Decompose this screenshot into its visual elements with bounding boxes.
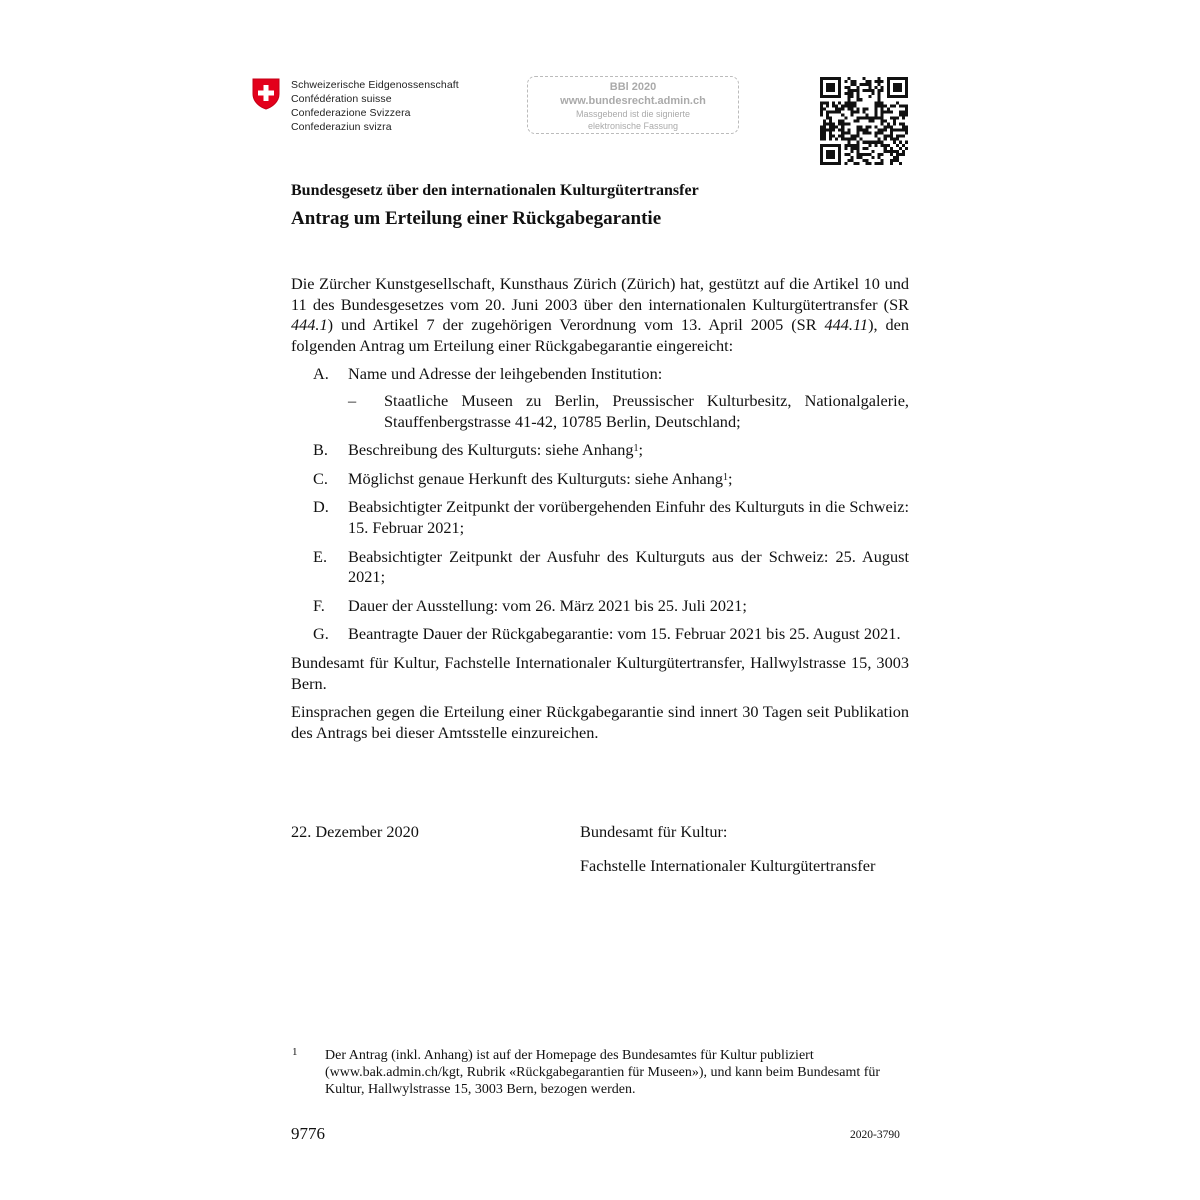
confederation-line-rm: Confederaziun svizra xyxy=(291,121,392,133)
footnote-ref[interactable]: 1 xyxy=(633,443,639,455)
footnote-number: 1 xyxy=(292,1046,298,1058)
page-number: 9776 xyxy=(291,1124,325,1143)
stamp-line-4: elektronische Fassung xyxy=(587,121,679,131)
confederation-name-block xyxy=(291,78,459,134)
law-title: Bundesgesetz über den internationalen Kulturgütertransfer xyxy=(291,182,699,199)
confederation-line-fr: Confédération suisse xyxy=(291,93,392,105)
authority-paragraph: Bundesamt für Kultur, Fachstelle Internationaler Kulturgütertransfer, Hallwylstrasse 15, 3003 Bern. xyxy=(291,652,909,693)
signature-unit: Fachstelle Internationaler Kulturgütertransfer xyxy=(580,856,876,875)
signature-date: 22. Dezember 2020 xyxy=(291,822,419,841)
swiss-coat-of-arms-icon xyxy=(252,78,280,110)
stamp-line-2: www.bundesrecht.admin.ch xyxy=(560,95,706,107)
list-item: D. Beabsichtigter Zeitpunkt der vorübergehenden Einfuhr des Kulturguts in die Schweiz: 15. Februar 2021; xyxy=(313,497,909,537)
list-item: F. Dauer der Ausstellung: vom 26. März 2021 bis 25. Juli 2021; xyxy=(313,595,747,615)
footnote-ref[interactable]: 1 xyxy=(723,471,729,483)
list-item: A. Name und Adresse der leihgebenden Institution: xyxy=(313,364,663,384)
objection-paragraph: Einsprachen gegen die Erteilung einer Rückgabegarantie sind innert 30 Tagen seit Publikation des Antrags bei dieser Amtsstelle einzureichen. xyxy=(291,702,909,742)
list-item: B. Beschreibung des Kulturguts: siehe Anhang$^1$; xyxy=(313,440,644,460)
stamp-line-3: Massgebend ist die signierte xyxy=(575,109,691,119)
intro-paragraph: Die Zürcher Kunstgesellschaft, Kunsthaus Zürich (Zürich) hat, gestützt auf die Artikel 10 und 11 des Bundesgesetzes vom 20. Juni 2003 über den internationalen Kulturgütertransfer (SR 444.1) und Artikel 7 der zugehörigen Verordnung vom 13. April 2005 (SR 444.11), den folgenden Antrag um Erteilung einer Rückgabegarantie eingereicht: xyxy=(291,274,909,355)
list-item: C. Möglichst genaue Herkunft des Kulturguts: siehe Anhang$^1$; xyxy=(313,468,733,488)
list-item: E. Beabsichtigter Zeitpunkt der Ausfuhr des Kulturguts aus der Schweiz: 25. August 2021; xyxy=(313,546,909,587)
confederation-line-it: Confederazione Svizzera xyxy=(291,107,411,119)
document-title: Antrag um Erteilung einer Rückgabegarantie xyxy=(291,208,662,229)
document-number: 2020-3790 xyxy=(850,1129,900,1141)
publication-stamp xyxy=(527,76,739,134)
stamp-line-1: BBl 2020 xyxy=(609,81,657,93)
sub-list-item: – Staatliche Museen zu Berlin, Preussischer Kulturbesitz, Nationalgalerie, Stauffenbergstrasse 41-42, 10785 Berlin, Deutschland; xyxy=(348,390,909,431)
signature-office: Bundesamt für Kultur: xyxy=(580,822,728,841)
sr-reference-1: 444.1 xyxy=(291,315,328,335)
confederation-line-de: Schweizerische Eidgenossenschaft xyxy=(291,79,459,91)
list-item: G. Beantragte Dauer der Rückgabegarantie: vom 15. Februar 2021 bis 25. August 2021. xyxy=(313,624,901,644)
qr-code-icon xyxy=(820,77,908,165)
sr-reference-2: 444.11 xyxy=(824,315,869,335)
document-body xyxy=(291,274,909,751)
footnote-text: Der Antrag (inkl. Anhang) ist auf der Homepage des Bundesamtes für Kultur publiziert (www.bak.admin.ch/kgt, Rubrik «Rückgabegarantien für Museen»), und kann beim Bundesamt für Kultur, Hallwylstrasse 15, 3003 Bern, bezogen werden. xyxy=(325,1048,881,1097)
